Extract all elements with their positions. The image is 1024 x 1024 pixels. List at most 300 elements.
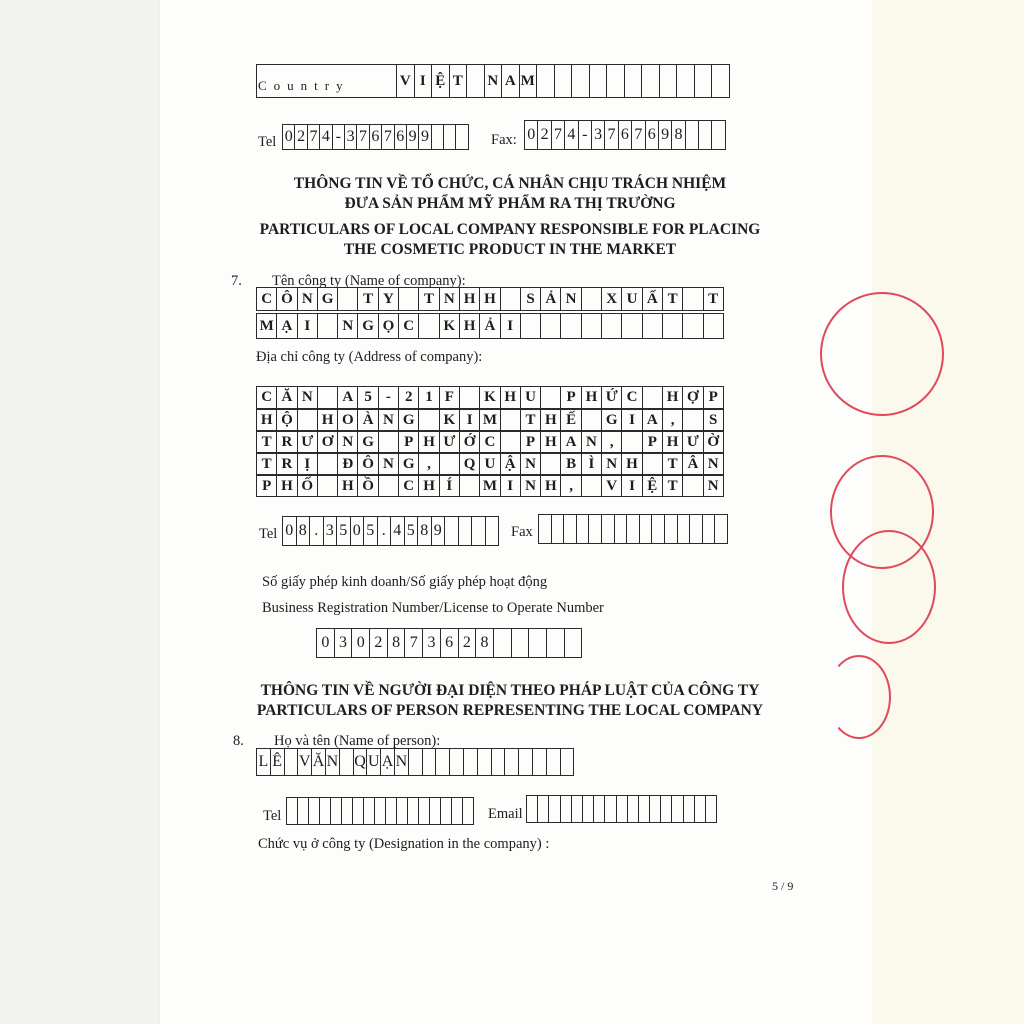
char-box (661, 795, 672, 823)
char-box: 6 (370, 124, 382, 150)
char-box (460, 475, 480, 497)
char-box: 8 (388, 628, 406, 658)
char-box: H (257, 409, 277, 431)
char-box (615, 514, 628, 544)
char-box: T (663, 453, 683, 475)
char-box (419, 313, 439, 339)
char-box: Ộ (277, 409, 297, 431)
char-box (602, 514, 615, 544)
char-box (342, 797, 353, 825)
char-box: K (440, 313, 460, 339)
char-box: 8 (476, 628, 494, 658)
section-heading-vi-2: ĐƯA SẢN PHẨM MỸ PHẨM RA THỊ TRƯỜNG (344, 195, 676, 212)
char-box: - (579, 120, 592, 150)
char-box: H (663, 386, 683, 409)
char-box (287, 797, 298, 825)
section-8-number: 8. (233, 733, 244, 749)
char-box: 8 (672, 120, 685, 150)
char-box: Í (440, 475, 460, 497)
char-box: Ả (480, 313, 500, 339)
char-box: 0 (283, 516, 297, 546)
char-box (408, 797, 419, 825)
section-heading-en-1: PARTICULARS OF LOCAL COMPANY RESPONSIBLE FOR PLACING (259, 221, 761, 238)
char-box (539, 514, 552, 544)
address-row-4 (256, 453, 724, 475)
char-box (582, 313, 602, 339)
char-box (642, 64, 660, 98)
char-box: N (298, 287, 318, 311)
char-box (582, 475, 602, 497)
fax-label: Fax: (491, 132, 517, 148)
char-box: 3 (423, 628, 441, 658)
char-box (690, 514, 703, 544)
char-box: 4 (565, 120, 578, 150)
char-box: R (277, 453, 297, 475)
char-box: 7 (382, 124, 394, 150)
char-box (561, 313, 581, 339)
char-box: , (602, 431, 622, 453)
char-box (318, 453, 338, 475)
char-box: I (622, 475, 642, 497)
char-box: Ồ (358, 475, 378, 497)
company-tel-label: Tel (259, 526, 278, 542)
char-box (338, 287, 358, 311)
char-box: L (257, 748, 271, 776)
char-box: P (521, 431, 541, 453)
char-box: M (480, 409, 500, 431)
designation-label: Chức vụ ở công ty (Designation in the company) : (258, 836, 550, 852)
char-box (617, 795, 628, 823)
char-box: 3 (345, 124, 357, 150)
company-name-label: Tên công ty (Name of company): (272, 273, 466, 289)
char-box (712, 120, 725, 150)
char-box: Ệ (643, 475, 663, 497)
char-box (706, 795, 717, 823)
country-label: Country (258, 78, 350, 93)
char-box (582, 287, 602, 311)
red-partial-stamp (827, 655, 891, 739)
char-box (663, 313, 683, 339)
char-box (672, 795, 683, 823)
char-box: 5 (358, 386, 378, 409)
char-box: H (338, 475, 358, 497)
char-box: 4 (320, 124, 332, 150)
char-box: 7 (405, 628, 423, 658)
char-box: T (450, 64, 468, 98)
char-box: 9 (432, 516, 446, 546)
char-box: V (397, 64, 415, 98)
char-box (695, 64, 713, 98)
char-box: , (419, 453, 439, 475)
char-box: M (480, 475, 500, 497)
char-box (445, 516, 459, 546)
char-box: , (561, 475, 581, 497)
char-box (640, 514, 653, 544)
person-name-field (256, 748, 574, 776)
char-box: I (622, 409, 642, 431)
char-box (541, 453, 561, 475)
char-box (541, 313, 561, 339)
char-box: T (663, 475, 683, 497)
char-box (467, 64, 485, 98)
char-box: P (257, 475, 277, 497)
char-box (643, 386, 663, 409)
char-box: 2 (370, 628, 388, 658)
char-box (320, 797, 331, 825)
char-box: G (399, 409, 419, 431)
char-box (622, 313, 642, 339)
char-box: H (460, 287, 480, 311)
char-box (537, 64, 555, 98)
char-box: 7 (632, 120, 645, 150)
char-box (519, 748, 533, 776)
char-box (432, 124, 444, 150)
char-box (331, 797, 342, 825)
char-box: 6 (646, 120, 659, 150)
char-box (464, 748, 478, 776)
char-box (628, 795, 639, 823)
char-box: 0 (525, 120, 538, 150)
char-box: F (440, 386, 460, 409)
char-box: T (358, 287, 378, 311)
char-box: G (602, 409, 622, 431)
company-fax-field (538, 514, 728, 544)
char-box (521, 313, 541, 339)
char-box: N (704, 453, 724, 475)
char-box: Ấ (643, 287, 663, 311)
char-box: N (298, 386, 318, 409)
char-box (450, 748, 464, 776)
char-box: - (333, 124, 345, 150)
char-box: H (480, 287, 500, 311)
char-box: N (521, 475, 541, 497)
char-box: 3 (592, 120, 605, 150)
char-box (572, 795, 583, 823)
char-box: P (704, 386, 724, 409)
char-box: K (480, 386, 500, 409)
char-box (678, 514, 691, 544)
char-box: 3 (335, 628, 353, 658)
char-box: Ị (298, 453, 318, 475)
char-box (386, 797, 397, 825)
char-box: N (440, 287, 460, 311)
red-company-stamp-2 (842, 530, 936, 644)
char-box (533, 748, 547, 776)
char-box: N (338, 313, 358, 339)
char-box: . (378, 516, 392, 546)
char-box (452, 797, 463, 825)
char-box (456, 124, 468, 150)
char-box: 2 (399, 386, 419, 409)
char-box: T (419, 287, 439, 311)
char-box: Ọ (379, 313, 399, 339)
char-box: 2 (459, 628, 477, 658)
char-box: H (663, 431, 683, 453)
char-box: T (663, 287, 683, 311)
char-box (639, 795, 650, 823)
char-box (549, 795, 560, 823)
char-box (309, 797, 320, 825)
char-box (419, 797, 430, 825)
char-box (547, 748, 561, 776)
char-box: O (338, 409, 358, 431)
char-box: Ư (683, 431, 703, 453)
char-box: Ư (440, 431, 460, 453)
char-box: H (541, 475, 561, 497)
char-box (627, 514, 640, 544)
char-box: 1 (419, 386, 439, 409)
char-box: 7 (605, 120, 618, 150)
char-box (463, 797, 474, 825)
char-box (397, 797, 408, 825)
char-box: 9 (419, 124, 431, 150)
char-box: C (399, 475, 419, 497)
char-box: C (257, 287, 277, 311)
char-box: 6 (619, 120, 632, 150)
char-box: Ế (561, 409, 581, 431)
char-box: P (643, 431, 663, 453)
char-box: T (704, 287, 724, 311)
char-box (622, 431, 642, 453)
char-box (419, 409, 439, 431)
char-box (505, 748, 519, 776)
char-box: A (502, 64, 520, 98)
char-box (436, 748, 450, 776)
section-7-number: 7. (231, 273, 242, 289)
char-box (379, 475, 399, 497)
person-tel-field (286, 797, 474, 825)
char-box: U (622, 287, 642, 311)
license-label-en: Business Registration Number/License to Operate Number (262, 600, 604, 616)
char-box (492, 748, 506, 776)
char-box (583, 795, 594, 823)
char-box (660, 64, 678, 98)
char-box: 5 (337, 516, 351, 546)
char-box: Ờ (704, 431, 724, 453)
char-box: 4 (391, 516, 405, 546)
char-box (699, 120, 712, 150)
char-box: A (561, 431, 581, 453)
person-name-label: Họ và tên (Name of person): (274, 733, 441, 749)
char-box: 8 (297, 516, 311, 546)
char-box: S (521, 287, 541, 311)
char-box (362, 64, 380, 98)
char-box: Ớ (460, 431, 480, 453)
char-box: C (257, 386, 277, 409)
char-box: Ợ (683, 386, 703, 409)
page-number: 5 / 9 (772, 879, 794, 893)
char-box (527, 795, 538, 823)
char-box (547, 628, 565, 658)
char-box (375, 797, 386, 825)
char-box: Q (354, 748, 368, 776)
char-box: . (310, 516, 324, 546)
char-box (440, 453, 460, 475)
char-box: 7 (308, 124, 320, 150)
char-box: Ả (541, 287, 561, 311)
char-box (686, 120, 699, 150)
char-box: Ứ (602, 386, 622, 409)
char-box (444, 124, 456, 150)
char-box: U (521, 386, 541, 409)
char-box: I (501, 475, 521, 497)
char-box: G (318, 287, 338, 311)
char-box: 0 (352, 628, 370, 658)
char-box: I (415, 64, 433, 98)
section-heading-en-2: THE COSMETIC PRODUCT IN THE MARKET (343, 241, 677, 258)
char-box: H (419, 431, 439, 453)
char-box: C (399, 313, 419, 339)
char-box: I (298, 313, 318, 339)
char-box: H (318, 409, 338, 431)
char-box (478, 748, 492, 776)
char-box: Ă (312, 748, 326, 776)
char-box: Đ (338, 453, 358, 475)
char-box (565, 628, 583, 658)
char-box (459, 516, 473, 546)
char-box (695, 795, 706, 823)
char-box: S (704, 409, 724, 431)
document-page (160, 0, 872, 1024)
company-name-row-1 (256, 287, 724, 311)
char-box (409, 748, 423, 776)
char-box: A (643, 409, 663, 431)
char-box (594, 795, 605, 823)
char-box (683, 475, 703, 497)
char-box (353, 797, 364, 825)
char-box: Q (460, 453, 480, 475)
char-box (712, 64, 730, 98)
char-box (501, 431, 521, 453)
company-address-label: Địa chỉ công ty (Address of company): (256, 349, 483, 365)
company-tel-field (282, 516, 499, 546)
char-box: Ậ (501, 453, 521, 475)
char-box (652, 514, 665, 544)
char-box: Â (683, 453, 703, 475)
char-box: C (480, 431, 500, 453)
char-box: I (460, 409, 480, 431)
char-box: A (338, 386, 358, 409)
char-box: 8 (418, 516, 432, 546)
person-email-label: Email (488, 806, 523, 822)
char-box: 7 (552, 120, 565, 150)
char-box (665, 514, 678, 544)
char-box (625, 64, 643, 98)
char-box (340, 748, 354, 776)
char-box: Ă (277, 386, 297, 409)
char-box: N (379, 409, 399, 431)
char-box (703, 514, 716, 544)
char-box: Ê (271, 748, 285, 776)
char-box: N (485, 64, 503, 98)
char-box (494, 628, 512, 658)
char-box: Ô (358, 453, 378, 475)
tel-field (282, 124, 469, 150)
char-box: 9 (407, 124, 419, 150)
red-seal-stamp (820, 292, 944, 416)
char-box (379, 431, 399, 453)
char-box (318, 313, 338, 339)
char-box: H (419, 475, 439, 497)
char-box: I (501, 313, 521, 339)
char-box (423, 748, 437, 776)
char-box: H (277, 475, 297, 497)
char-box (399, 287, 419, 311)
char-box: 9 (659, 120, 672, 150)
char-box (380, 64, 398, 98)
char-box: Ố (298, 475, 318, 497)
char-box: 6 (441, 628, 459, 658)
char-box: 2 (538, 120, 551, 150)
char-box: N (602, 453, 622, 475)
address-row-1 (256, 386, 724, 409)
char-box: H (541, 431, 561, 453)
char-box: V (602, 475, 622, 497)
char-box: T (521, 409, 541, 431)
char-box: N (582, 431, 602, 453)
char-box: N (704, 475, 724, 497)
char-box: M (520, 64, 538, 98)
char-box (683, 287, 703, 311)
char-box (561, 748, 575, 776)
company-fax-label: Fax (511, 524, 533, 540)
char-box (684, 795, 695, 823)
char-box: Y (379, 287, 399, 311)
char-box (683, 409, 703, 431)
char-box: 7 (357, 124, 369, 150)
char-box: 6 (395, 124, 407, 150)
char-box (582, 409, 602, 431)
adjacent-page-edge (872, 0, 1024, 1024)
char-box: 5 (364, 516, 378, 546)
char-box: X (602, 287, 622, 311)
char-box: Ạ (277, 313, 297, 339)
char-box: C (622, 386, 642, 409)
char-box (529, 628, 547, 658)
fax-field (524, 120, 726, 150)
char-box: N (379, 453, 399, 475)
char-box (605, 795, 616, 823)
char-box: H (622, 453, 642, 475)
char-box: H (460, 313, 480, 339)
char-box (541, 386, 561, 409)
tel-label: Tel (258, 134, 277, 150)
person-email-field (526, 795, 717, 823)
char-box (501, 409, 521, 431)
char-box: Ư (298, 431, 318, 453)
char-box: 0 (351, 516, 365, 546)
char-box: 5 (405, 516, 419, 546)
license-number-field (316, 628, 582, 658)
char-box: P (399, 431, 419, 453)
representative-heading-en: PARTICULARS OF PERSON REPRESENTING THE LOCAL COMPANY (256, 702, 764, 719)
char-box: R (277, 431, 297, 453)
char-box: Ơ (318, 431, 338, 453)
char-box: T (257, 453, 277, 475)
char-box: N (395, 748, 409, 776)
char-box: G (399, 453, 419, 475)
char-box (298, 797, 309, 825)
address-row-5 (256, 475, 724, 497)
char-box: G (358, 313, 378, 339)
char-box (590, 64, 608, 98)
char-box: Ô (277, 287, 297, 311)
char-box (538, 795, 549, 823)
char-box: M (257, 313, 277, 339)
char-box (285, 748, 299, 776)
company-name-row-2 (256, 313, 724, 339)
char-box (430, 797, 441, 825)
